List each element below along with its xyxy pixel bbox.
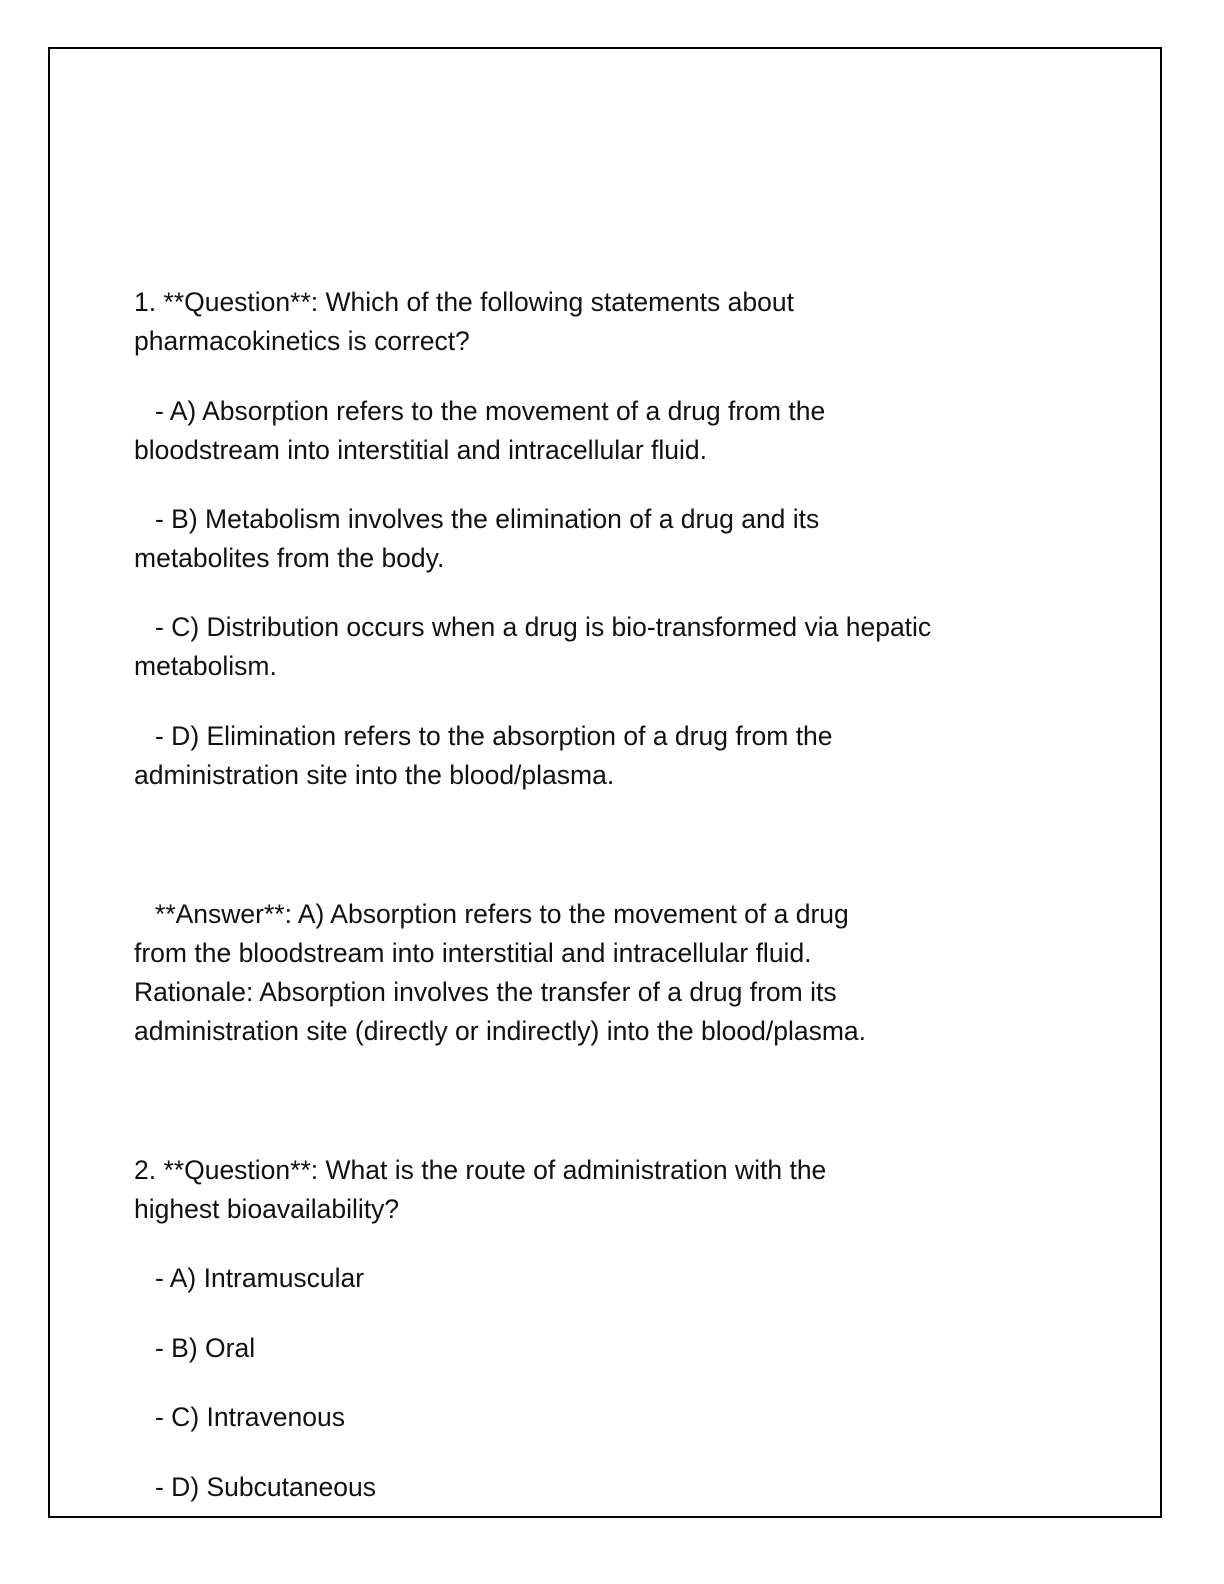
q2-option-a: - A) Intramuscular	[155, 1263, 365, 1293]
q2-question-line-1: 2. **Question**: What is the route of administration with the	[134, 1155, 827, 1185]
q1-answer-line-4: administration site (directly or indirectly) into the blood/plasma.	[134, 1016, 867, 1046]
q1-question-line-2: pharmacokinetics is correct?	[134, 326, 470, 356]
q1-option-c-line-1: - C) Distribution occurs when a drug is bio-transformed via hepatic	[155, 612, 932, 642]
page-frame	[48, 47, 1162, 1518]
q1-question-line-1: 1. **Question**: Which of the following statements about	[134, 287, 794, 317]
q2-option-c: - C) Intravenous	[155, 1402, 345, 1432]
q1-answer-line-2: from the bloodstream into interstitial and intracellular fluid.	[134, 938, 812, 968]
q1-option-c-line-2: metabolism.	[134, 651, 277, 681]
q1-option-b-line-2: metabolites from the body.	[134, 543, 445, 573]
q1-option-a-line-2: bloodstream into interstitial and intracellular fluid.	[134, 435, 707, 465]
q2-question-line-2: highest bioavailability?	[134, 1194, 400, 1224]
q2-option-d: - D) Subcutaneous	[155, 1472, 376, 1502]
q1-option-d-line-1: - D) Elimination refers to the absorption of a drug from the	[155, 721, 833, 751]
q1-option-a-line-1: - A) Absorption refers to the movement of a drug from the	[155, 396, 826, 426]
q1-option-b-line-1: - B) Metabolism involves the elimination of a drug and its	[155, 504, 820, 534]
q2-option-b: - B) Oral	[155, 1333, 256, 1363]
q1-answer-line-1: **Answer**: A) Absorption refers to the movement of a drug	[155, 899, 849, 929]
q1-option-d-line-2: administration site into the blood/plasma.	[134, 760, 615, 790]
q1-answer-line-3: Rationale: Absorption involves the transfer of a drug from its	[134, 977, 837, 1007]
